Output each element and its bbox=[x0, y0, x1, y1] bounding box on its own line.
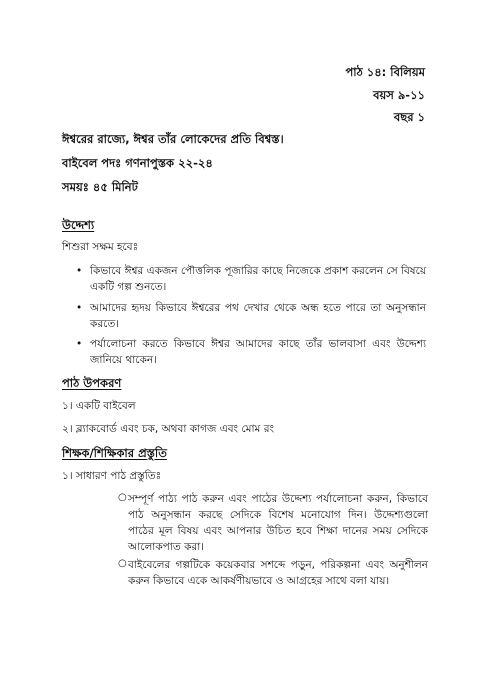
material-item: ২। ব্ল্যাকবোর্ড এবং চক, অথবা কাগজ এবং মোম রং bbox=[62, 423, 274, 435]
bible-passage: বাইবেল পদঃ গণনাপুস্তক ২২-২৪ bbox=[62, 156, 213, 170]
bullet-icon: • bbox=[76, 302, 83, 314]
material-item: ১। একটি বাইবেল bbox=[62, 400, 136, 412]
prep-heading: শিক্ষক/শিক্ষিকার প্রস্তুতি bbox=[62, 446, 167, 460]
lesson-label: পাঠ ১৪: বিলিয়ম bbox=[345, 65, 425, 79]
objective-item: • কিভাবে ঈশ্বর একজন পৌত্তলিক পূজারির কাছে নিজেকে প্রকাশ করলেন সে বিষয়ে একটি গল্প শুনতে। bbox=[76, 265, 427, 293]
duration: সময়ঃ ৪৫ মিনিট bbox=[62, 180, 138, 194]
objectives-intro: শিশুরা সক্ষম হবেঃ bbox=[62, 241, 139, 253]
bullet-icon: • bbox=[76, 265, 83, 277]
objective-item: • আমাদের হৃদয় কিভাবে ঈশ্বরের পথ দেখার থেকে অন্ধ হতে পারে তা অনুসন্ধান করতে। bbox=[76, 302, 426, 330]
circle-bullet-icon: ○ bbox=[118, 558, 127, 569]
lesson-title: ঈশ্বরের রাজ্যে, ঈশ্বর তাঁর লোকেদের প্রতি বিশ্বস্ত। bbox=[62, 132, 284, 146]
objective-item: • পর্যালোচনা করতে কিভাবে ঈশ্বর আমাদের কাছে তাঁর ভালবাসা এবং উদ্দেশ্য জানিয়ে থাকেন। bbox=[76, 338, 426, 366]
age-label: বয়স ৯-১১ bbox=[373, 88, 425, 102]
prep-item: ○ সম্পূর্ণ পাঠ্য পাঠ করুন এবং পাঠের উদ্দেশ্য পর্যালোচনা করুন, কিভাবে পাঠ অনুসন্ধান করছে সেদিকে বিশেষ মনোযোগ দিন। উদ্দেশ্যগুলো পাঠের মূল বিষয় এবং আপনার উচিত হবে শিক্ষা দানের সময় সেদিকে আলোকপাত করা। bbox=[118, 492, 428, 553]
prep-item: ○ বাইবেলের গল্পটিকে কয়েকবার সশব্দে পড়ুন, পরিকল্পনা এবং অনুশীলন করুন কিভাবে একে আকর্ষণীয়ভাবে ও আগ্রহের সাথে বলা যায়। bbox=[118, 558, 428, 587]
materials-heading: পাঠ উপকরণ bbox=[62, 376, 122, 390]
bullet-icon: • bbox=[76, 338, 83, 350]
objectives-heading: উদ্দেশ্য bbox=[62, 218, 95, 232]
prep-intro: ১। সাধারণ পাঠ প্রস্তুতিঃ bbox=[62, 470, 162, 482]
year-label: বছর ১ bbox=[393, 110, 425, 124]
circle-bullet-icon: ○ bbox=[118, 492, 127, 503]
